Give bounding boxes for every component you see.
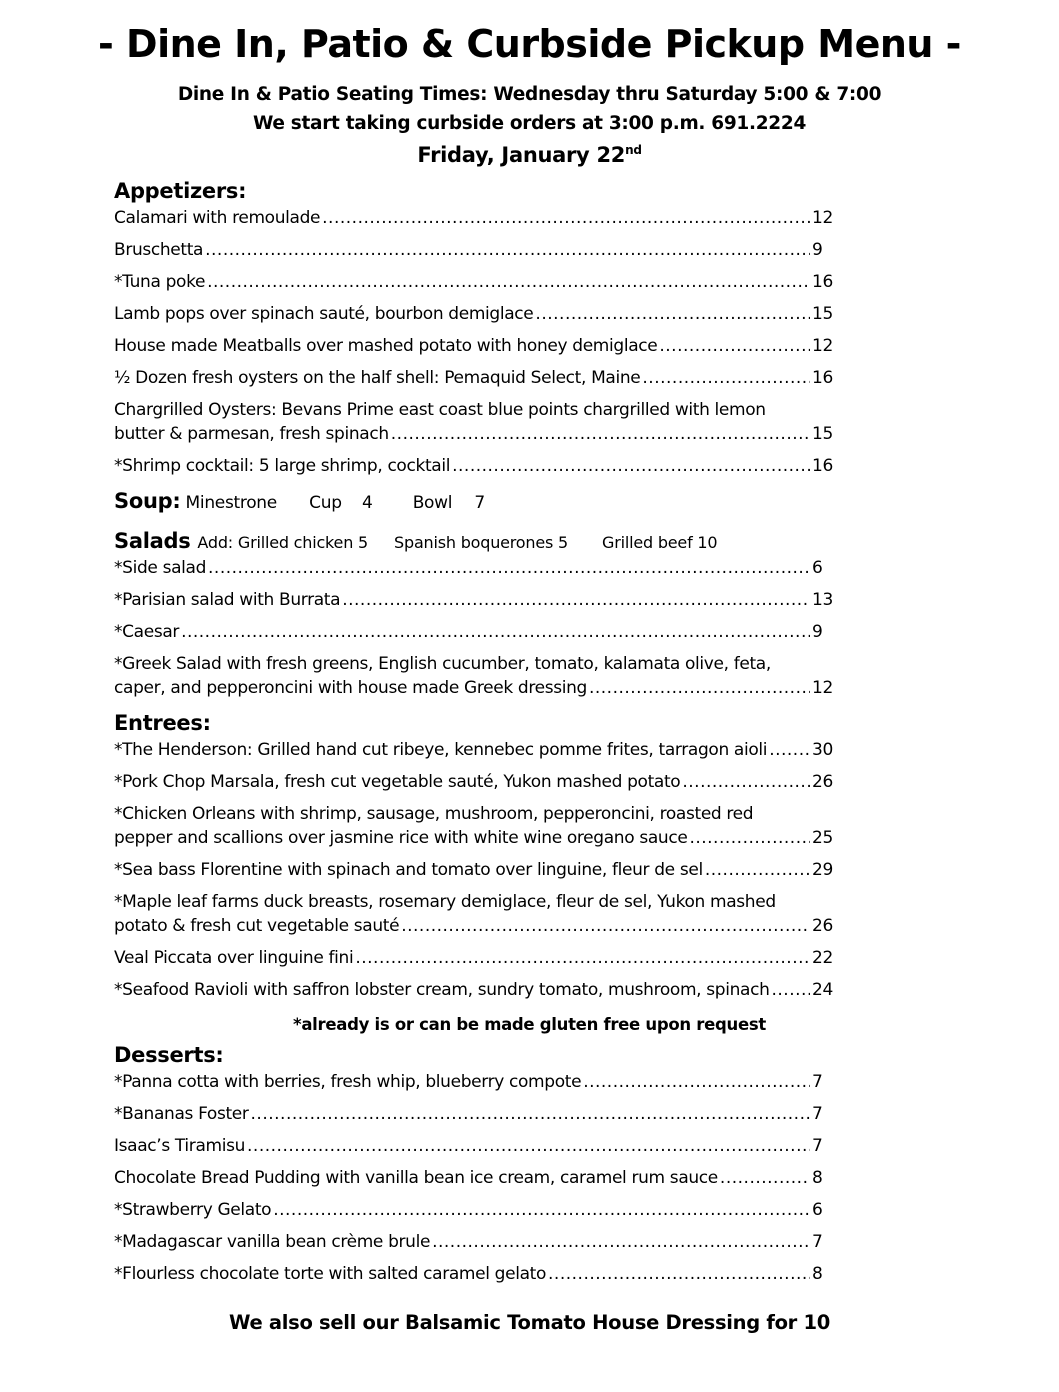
dot-leader <box>705 858 810 882</box>
menu-item <box>114 890 836 938</box>
menu-item <box>114 1166 836 1190</box>
menu-date-suffix: nd <box>625 143 642 157</box>
menu-item-name: *Seafood Ravioli with saffron lobster cream, sundry tomato, mushroom, spinach <box>114 980 770 1000</box>
dot-leader <box>251 1102 810 1126</box>
menu-item-name: caper, and pepperoncini with house made Greek dressing <box>114 678 587 698</box>
menu-item-line <box>114 978 836 1002</box>
soup-name: Minestrone <box>185 493 277 513</box>
menu-item-price: 7 <box>812 1232 823 1252</box>
menu-item-name: *Strawberry Gelato <box>114 1200 272 1220</box>
desserts-heading: Desserts: <box>114 1043 224 1067</box>
menu-item-price: 15 <box>812 304 833 324</box>
menu-item-name: *Tuna poke <box>114 272 206 292</box>
menu-date-text: Friday, January 22 <box>417 143 626 167</box>
menu-item <box>114 738 836 762</box>
soup-cup-label: Cup <box>309 493 342 513</box>
dot-leader <box>772 978 811 1002</box>
menu-item-line <box>114 1102 836 1126</box>
menu-item-price: 16 <box>812 368 833 388</box>
salads-add-note: Add: Grilled chicken 5 <box>197 533 368 552</box>
menu-item <box>114 652 836 700</box>
menu-item <box>114 1198 836 1222</box>
menu-item-line <box>114 946 836 970</box>
menu-item-name: *Flourless chocolate torte with salted caramel gelato <box>114 1264 547 1284</box>
menu-item-description: *Chicken Orleans with shrimp, sausage, mushroom, pepperoncini, roasted red <box>114 804 754 824</box>
menu-item <box>114 302 836 326</box>
curbside-info: We start taking curbside orders at 3:00 p.m. 691.2224 <box>252 113 807 134</box>
dot-leader <box>769 738 810 762</box>
menu-item-line <box>114 738 836 762</box>
soup-bowl-label: Bowl <box>412 493 453 513</box>
menu-item-line <box>114 270 836 294</box>
menu-item-price: 26 <box>812 772 833 792</box>
menu-item-line <box>114 770 836 794</box>
menu-item-price: 9 <box>812 240 823 260</box>
menu-item <box>114 802 836 850</box>
entrees-list <box>114 738 836 1002</box>
seating-times: Dine In & Patio Seating Times: Wednesday thru Saturday 5:00 & 7:00 <box>177 84 882 105</box>
menu-item-line <box>114 556 836 580</box>
menu-item-line <box>114 206 836 230</box>
menu-item <box>114 620 836 644</box>
menu-item-name: pepper and scallions over jasmine rice with white wine oregano sauce <box>114 828 688 848</box>
menu-item <box>114 1262 836 1286</box>
menu-item <box>114 946 836 970</box>
menu-item-line <box>114 366 836 390</box>
menu-item-name: Isaac’s Tiramisu <box>114 1136 246 1156</box>
menu-item-price: 7 <box>812 1104 823 1124</box>
menu-item-name: *Shrimp cocktail: 5 large shrimp, cocktail <box>114 456 451 476</box>
dot-leader <box>207 270 810 294</box>
gluten-free-note: *already is or can be made gluten free upon request <box>293 1015 766 1034</box>
menu-item-price: 8 <box>812 1168 823 1188</box>
menu-item <box>114 588 836 612</box>
menu-item-price: 6 <box>812 558 823 578</box>
dot-leader <box>432 1230 810 1254</box>
salads-add-note-3: Grilled beef 10 <box>602 533 718 552</box>
menu-item-line <box>114 588 836 612</box>
menu-item-price: 16 <box>812 272 833 292</box>
menu-item <box>114 1134 836 1158</box>
menu-item-name: *Caesar <box>114 622 180 642</box>
appetizers-heading: Appetizers: <box>114 179 247 203</box>
menu-item-name: Lamb pops over spinach sauté, bourbon demiglace <box>114 304 534 324</box>
menu-item-line <box>114 302 836 326</box>
menu-item <box>114 858 836 882</box>
dot-leader <box>642 366 810 390</box>
menu-item-price: 22 <box>812 948 833 968</box>
menu-item <box>114 270 836 294</box>
menu-item <box>114 238 836 262</box>
menu-item-name: ½ Dozen fresh oysters on the half shell: Pemaquid Select, Maine <box>114 368 641 388</box>
appetizers-list <box>114 206 836 478</box>
dot-leader <box>689 826 810 850</box>
menu-item-price: 16 <box>812 456 833 476</box>
menu-item-line <box>114 1134 836 1158</box>
menu-item <box>114 334 836 358</box>
dot-leader <box>583 1070 810 1094</box>
dot-leader <box>720 1166 810 1190</box>
menu-item-name: House made Meatballs over mashed potato with honey demiglace <box>114 336 658 356</box>
menu-item-price: 15 <box>812 424 833 444</box>
menu-date <box>0 143 1059 167</box>
menu-item-name: Calamari with remoulade <box>114 208 321 228</box>
menu-item <box>114 1102 836 1126</box>
soup-bowl-price: 7 <box>474 493 485 513</box>
menu-item-price: 12 <box>812 208 833 228</box>
menu-item-description: Chargrilled Oysters: Bevans Prime east coast blue points chargrilled with lemon <box>114 400 766 420</box>
menu-item-price: 26 <box>812 916 833 936</box>
menu-item-description: *Maple leaf farms duck breasts, rosemary demiglace, fleur de sel, Yukon mashed <box>114 892 776 912</box>
menu-item <box>114 454 836 478</box>
menu-item-line <box>114 1070 836 1094</box>
menu-item-line <box>114 1262 836 1286</box>
menu-item-line <box>114 914 836 938</box>
menu-item-line <box>114 422 836 446</box>
soup-cup-price: 4 <box>361 493 373 513</box>
menu-item-line <box>114 1230 836 1254</box>
menu-item-name: Veal Piccata over linguine fini <box>114 948 354 968</box>
menu-item-line <box>114 858 836 882</box>
menu-item-line <box>114 676 836 700</box>
menu-item-line <box>114 238 836 262</box>
menu-item-line <box>114 620 836 644</box>
menu-item-name: *Side salad <box>114 558 207 578</box>
salads-list <box>114 556 836 700</box>
dot-leader <box>391 422 810 446</box>
menu-item-name: *The Henderson: Grilled hand cut ribeye, kennebec pomme frites, tarragon aioli <box>114 740 768 760</box>
menu-item-price: 12 <box>812 336 833 356</box>
menu-title: - Dine In, Patio & Curbside Pickup Menu - <box>98 22 961 66</box>
dot-leader <box>682 770 810 794</box>
menu-item-price: 7 <box>812 1072 823 1092</box>
desserts-list <box>114 1070 836 1286</box>
menu-item-name: *Pork Chop Marsala, fresh cut vegetable sauté, Yukon mashed potato <box>114 772 681 792</box>
dot-leader <box>452 454 810 478</box>
menu-item-price: 6 <box>812 1200 823 1220</box>
menu-item-price: 25 <box>812 828 833 848</box>
menu-item-line <box>114 826 836 850</box>
menu-item <box>114 206 836 230</box>
menu-item-description: *Greek Salad with fresh greens, English cucumber, tomato, kalamata olive, feta, <box>114 654 771 674</box>
menu-item-name: butter & parmesan, fresh spinach <box>114 424 389 444</box>
dot-leader <box>355 946 810 970</box>
menu-item-name: *Bananas Foster <box>114 1104 249 1124</box>
dot-leader <box>589 676 810 700</box>
menu-item-name: *Madagascar vanilla bean crème brule <box>114 1232 431 1252</box>
dot-leader <box>659 334 810 358</box>
menu-item <box>114 1070 836 1094</box>
menu-item <box>114 770 836 794</box>
menu-item <box>114 366 836 390</box>
dot-leader <box>205 238 810 262</box>
menu-item <box>114 398 836 446</box>
menu-item-price: 30 <box>812 740 833 760</box>
dot-leader <box>322 206 810 230</box>
menu-item-price: 29 <box>812 860 833 880</box>
menu-item-price: 13 <box>812 590 833 610</box>
dot-leader <box>535 302 810 326</box>
soup-line <box>114 486 836 516</box>
menu-item-name: Chocolate Bread Pudding with vanilla bean ice cream, caramel rum sauce <box>114 1168 718 1188</box>
menu-item <box>114 1230 836 1254</box>
salads-heading: Salads <box>114 529 191 553</box>
menu-content <box>114 176 836 1294</box>
dot-leader <box>247 1134 810 1158</box>
menu-item-price: 7 <box>812 1136 823 1156</box>
menu-item-line <box>114 1166 836 1190</box>
dot-leader <box>208 556 810 580</box>
menu-item-line <box>114 454 836 478</box>
menu-item-price: 12 <box>812 678 833 698</box>
menu-item <box>114 978 836 1002</box>
menu-item-name: Bruschetta <box>114 240 204 260</box>
salads-heading-line <box>114 526 836 556</box>
menu-item <box>114 556 836 580</box>
menu-item-price: 24 <box>812 980 833 1000</box>
dot-leader <box>342 588 810 612</box>
dot-leader <box>548 1262 810 1286</box>
entrees-heading: Entrees: <box>114 711 211 735</box>
menu-item-line <box>114 334 836 358</box>
menu-item-line <box>114 1198 836 1222</box>
dot-leader <box>181 620 810 644</box>
dot-leader <box>273 1198 810 1222</box>
dot-leader <box>401 914 810 938</box>
salads-add-note-2: Spanish boquerones 5 <box>394 533 568 552</box>
menu-item-price: 8 <box>812 1264 823 1284</box>
menu-item-name: *Panna cotta with berries, fresh whip, blueberry compote <box>114 1072 582 1092</box>
menu-item-name: *Sea bass Florentine with spinach and tomato over linguine, fleur de sel <box>114 860 703 880</box>
menu-item-name: *Parisian salad with Burrata <box>114 590 341 610</box>
soup-heading: Soup: <box>114 489 181 513</box>
footer-note: We also sell our Balsamic Tomato House Dressing for 10 <box>228 1311 831 1334</box>
menu-item-name: potato & fresh cut vegetable sauté <box>114 916 400 936</box>
menu-item-price: 9 <box>812 622 823 642</box>
